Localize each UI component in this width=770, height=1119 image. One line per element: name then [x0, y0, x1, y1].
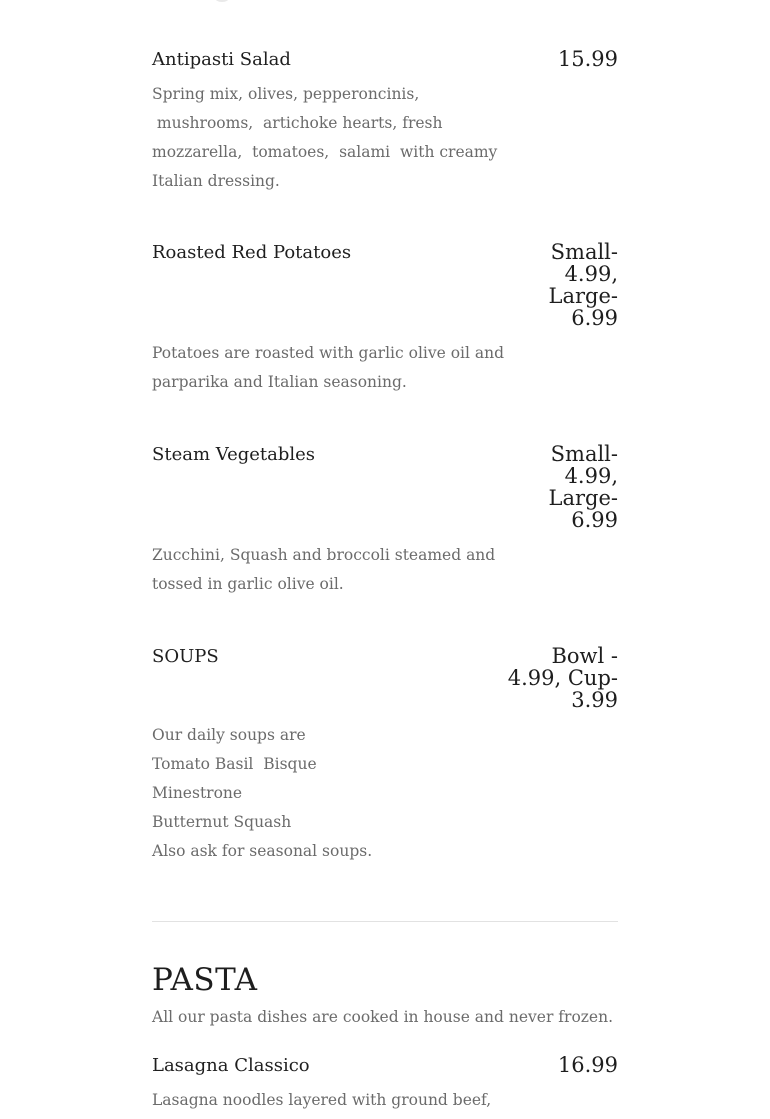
item-price: 15.99: [557, 47, 618, 71]
description-line: Our daily soups are: [152, 726, 306, 744]
section-divider: [152, 921, 618, 922]
description-line: Lasagna noodles layered with ground beef,: [152, 1091, 492, 1109]
item-name: SOUPS: [152, 646, 219, 667]
menu-item-soups: [152, 644, 618, 860]
menu-item-roasted-red-potatoes: [152, 240, 618, 391]
description-line: Tomato Basil Bisque: [152, 755, 317, 773]
menu-item-antipasti-salad: [152, 48, 618, 196]
description-line: Spring mix, olives, pepperoncinis,: [152, 85, 420, 103]
section-description: All our pasta dishes are cooked in house and never frozen.: [152, 1008, 614, 1026]
item-description: [152, 721, 492, 866]
menu-item-steam-vegetables: [152, 442, 618, 593]
item-name: Steam Vegetables: [152, 444, 316, 465]
description-line: Potatoes are roasted with garlic olive oil and: [152, 344, 505, 362]
description-line: Also ask for seasonal soups.: [152, 842, 373, 860]
item-name: Roasted Red Potatoes: [152, 242, 352, 263]
description-line: tossed in garlic olive oil.: [152, 575, 344, 593]
item-price: 16.99: [557, 1053, 618, 1077]
description-line: parparika and Italian seasoning.: [152, 373, 407, 391]
item-description: [152, 541, 496, 599]
menu-item-lasagna-classico: [152, 1054, 618, 1115]
item-price: Small- 4.99, Large- 6.99: [548, 442, 618, 532]
description-line: mozzarella, tomatoes, salami with creamy: [152, 143, 498, 161]
description-line: Butternut Squash: [152, 813, 292, 831]
item-price: Bowl - 4.99, Cup- 3.99: [507, 644, 618, 712]
description-line: Zucchini, Squash and broccoli steamed and: [152, 546, 496, 564]
item-name: Lasagna Classico: [152, 1055, 310, 1076]
item-description: [152, 339, 505, 397]
item-price: Small- 4.99, Large- 6.99: [548, 240, 618, 330]
section-title: PASTA: [152, 962, 258, 998]
item-description: [152, 80, 498, 196]
description-line: Italian dressing.: [152, 172, 280, 190]
top-decoration: [215, 0, 229, 2]
description-line: mushrooms, artichoke hearts, fresh: [152, 114, 443, 132]
item-description: [152, 1086, 492, 1115]
description-line: Minestrone: [152, 784, 243, 802]
item-name: Antipasti Salad: [152, 49, 291, 70]
